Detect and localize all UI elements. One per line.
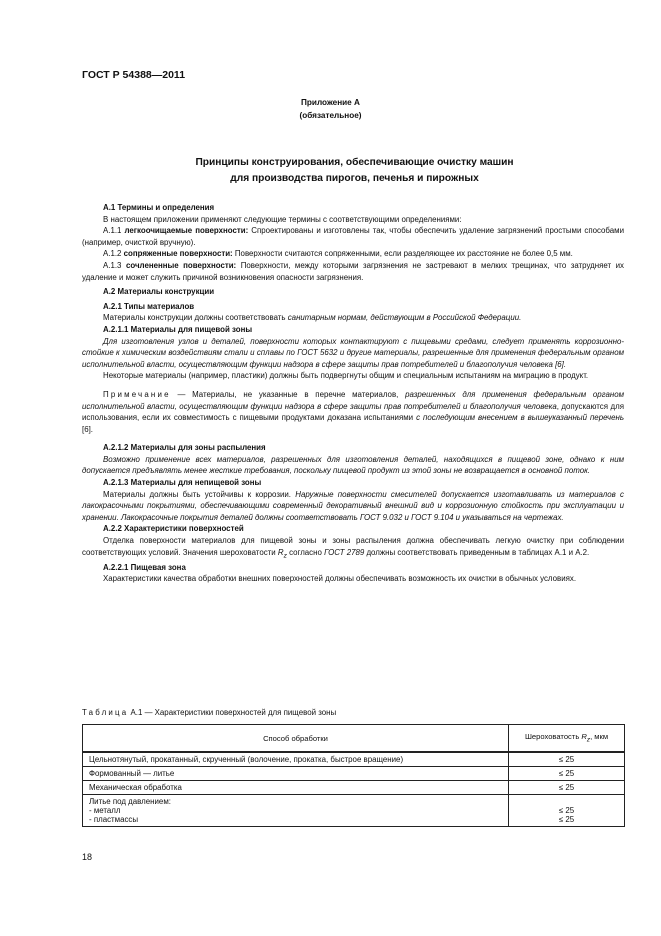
heading-a1: А.1 Термины и определения [103,203,215,212]
term-name: легкоочищаемые поверхности: [124,226,249,236]
header-unit: , мкм [590,732,609,742]
row-value: ≤ 25 [558,815,575,824]
heading-a213: А.2.1.3 Материалы для непищевой зоны [103,478,262,488]
text-fragment: — Материалы, не указанные в перечне материалов, [170,389,406,399]
heading-a22: А.2.2 Характеристики поверхностей [103,524,244,534]
table-header-row [83,725,625,753]
table-caption-text: А.1 — Характеристики поверхностей для пищевой зоны [128,708,337,717]
text-fragment: Отделка поверхности материалов для пищевой зоны и зоны распыления должна обеспечивать легкую очистку при соблюдении соответствующих условий. Значения шероховатости [82,536,624,557]
paragraph-a221: Характеристики качества обработки внешних поверхностей должны обеспечивать возможность их очистки в обычных условиях. [103,574,577,584]
term-definition: Спроектированы и изготовлены так, чтобы обеспечить удаление загрязнений простыми способами (например, очисткой вручную). [82,226,624,247]
table-cell-method [83,795,509,827]
text-fragment: , допускаются для использования, если их совместимость с пищевыми продуктами доказана испытаниями [82,401,624,423]
note-label: Примечание [103,389,171,399]
row-item: - металл [89,806,121,815]
row-title: Литье под давлением: [89,797,171,806]
text-fragment: Материалы конструкции должны соответствовать [103,313,288,323]
paragraph-a22 [82,535,624,562]
text-fragment-italic: разрешенных для применения федеральным органом исполнительной власти, осуществляющим функции надзора в сфере защиты прав потребителей и благополучия человека [82,389,624,411]
appendix-title [82,155,627,187]
row-item: - пластмассы [89,815,139,824]
table-row [83,795,625,827]
title-line-1: Принципы конструирования, обеспечивающие очистку машин [195,157,514,168]
table-cell-value: ≤ 25 [509,752,625,767]
term-a12 [82,248,624,260]
heading-a221: А.2.2.1 Пищевая зона [103,562,186,572]
appendix-status: (обязательное) [299,111,362,120]
term-number: А.1.1 [103,226,125,236]
rz-subscript: z [283,552,287,560]
header-text: Шероховатость [524,732,582,742]
term-name: сопряженные поверхности: [123,249,233,259]
page-number: 18 [82,852,93,862]
paragraph-a211: Для изготовления узлов и деталей, поверхности которых контактируют с пищевыми средами, следует применять коррозионно-стойкие к химическим воздействиям стали и сплавы по ГОСТ 5632 и другие материалы, разрешенные для применения федеральным органом исполнительной власти, осуществляющим функции надзора в сфере защиты прав потребителей и благополучия человека [6]. [82,336,624,369]
appendix-label: Приложение А [301,98,360,107]
rz-symbol: R [581,732,587,742]
table-cell-value: ≤ 25 [509,767,625,781]
term-a13 [82,260,624,283]
table-cell-value: ≤ 25 [509,781,625,795]
table-row [83,752,625,767]
table-row [83,767,625,781]
table-cell-method: Формованный — литье [83,767,509,781]
document-code: ГОСТ Р 54388—2011 [82,69,186,81]
table-cell-method: Цельнотянутый, прокатанный, скрученный (волочение, прокатка, быстрое вращение) [83,752,509,767]
table-cell-method: Механическая обработка [83,781,509,795]
document-body [82,202,624,585]
surface-table [82,724,625,827]
text-fragment: должны соответствовать приведенным в таблицах А.1 и А.2. [364,547,590,557]
heading-a21: А.2.1 Типы материалов [103,301,195,311]
standard-reference: ГОСТ 2789 [324,547,365,557]
row-value: ≤ 25 [558,806,575,815]
text-fragment: [6]. [82,424,93,434]
term-a11 [82,225,624,248]
heading-a212: А.2.1.2 Материалы для зоны распыления [103,443,266,453]
table-caption [82,708,336,717]
paragraph-a21 [82,312,624,324]
table-header-roughness [509,725,625,753]
table-row [83,781,625,795]
text-fragment: Материалы должны быть устойчивы к коррозии. [103,489,296,499]
paragraph-a212: Возможно применение всех материалов, разрешенных для изготовления деталей, находящихся в пищевой зоне, однако к ним допускается предъявлять менее жесткие требования, поскольку пищевой продукт из этой зоны не возвращается в основной поток. [82,454,624,476]
text-fragment-italic: с последующим внесением в вышеуказанный перечень [416,413,624,423]
table-cell-value [509,795,625,827]
heading-a211: А.2.1.1 Материалы для пищевой зоны [103,324,253,334]
note [82,389,624,435]
term-definition: Поверхности, между которыми загрязнения не застревают в мелких трещинах, что затрудняет их удаление и может служить причиной возникновения опасности загрязнения. [82,260,624,282]
rz-subscript: z [586,736,591,744]
term-definition: Поверхности считаются сопряженными, если разделяющее их расстояние не более 0,5 мм. [232,249,573,259]
paragraph-a1-intro: В настоящем приложении применяют следующие термины с соответствующими определениями: [103,214,462,224]
title-line-2: для производства пирогов, печенья и пирожных [230,173,479,184]
term-number: А.1.3 [103,260,126,270]
text-fragment-italic: санитарным нормам, действующим в Российской Федерации. [287,313,522,323]
term-number: А.1.2 [103,249,124,259]
paragraph-a211-2: Некоторые материалы (например, пластики) должны быть подвергнуты общим и специальным испытаниям на миграцию в продукт. [103,371,589,381]
term-name: сочлененные поверхности: [125,260,237,270]
rz-symbol: R [277,547,284,557]
paragraph-a213 [82,489,624,524]
text-fragment: согласно [286,547,325,557]
text-fragment-italic: Наружные поверхности смесителей допускается изготавливать из материалов с лакокрасочными покрытиями, обеспечивающими современный декоративный внешний вид и коррозионную стойкость при эксплуатации и хранении. Лакокрасочные покрытия деталей должны соответствовать ГОСТ 9.032 и ГОСТ 9.104 и указываться на чертежах. [82,489,625,522]
table-header-method: Способ обработки [83,725,509,753]
table-caption-label: Таблица [82,708,129,717]
heading-a2: А.2 Материалы конструкции [103,287,215,297]
